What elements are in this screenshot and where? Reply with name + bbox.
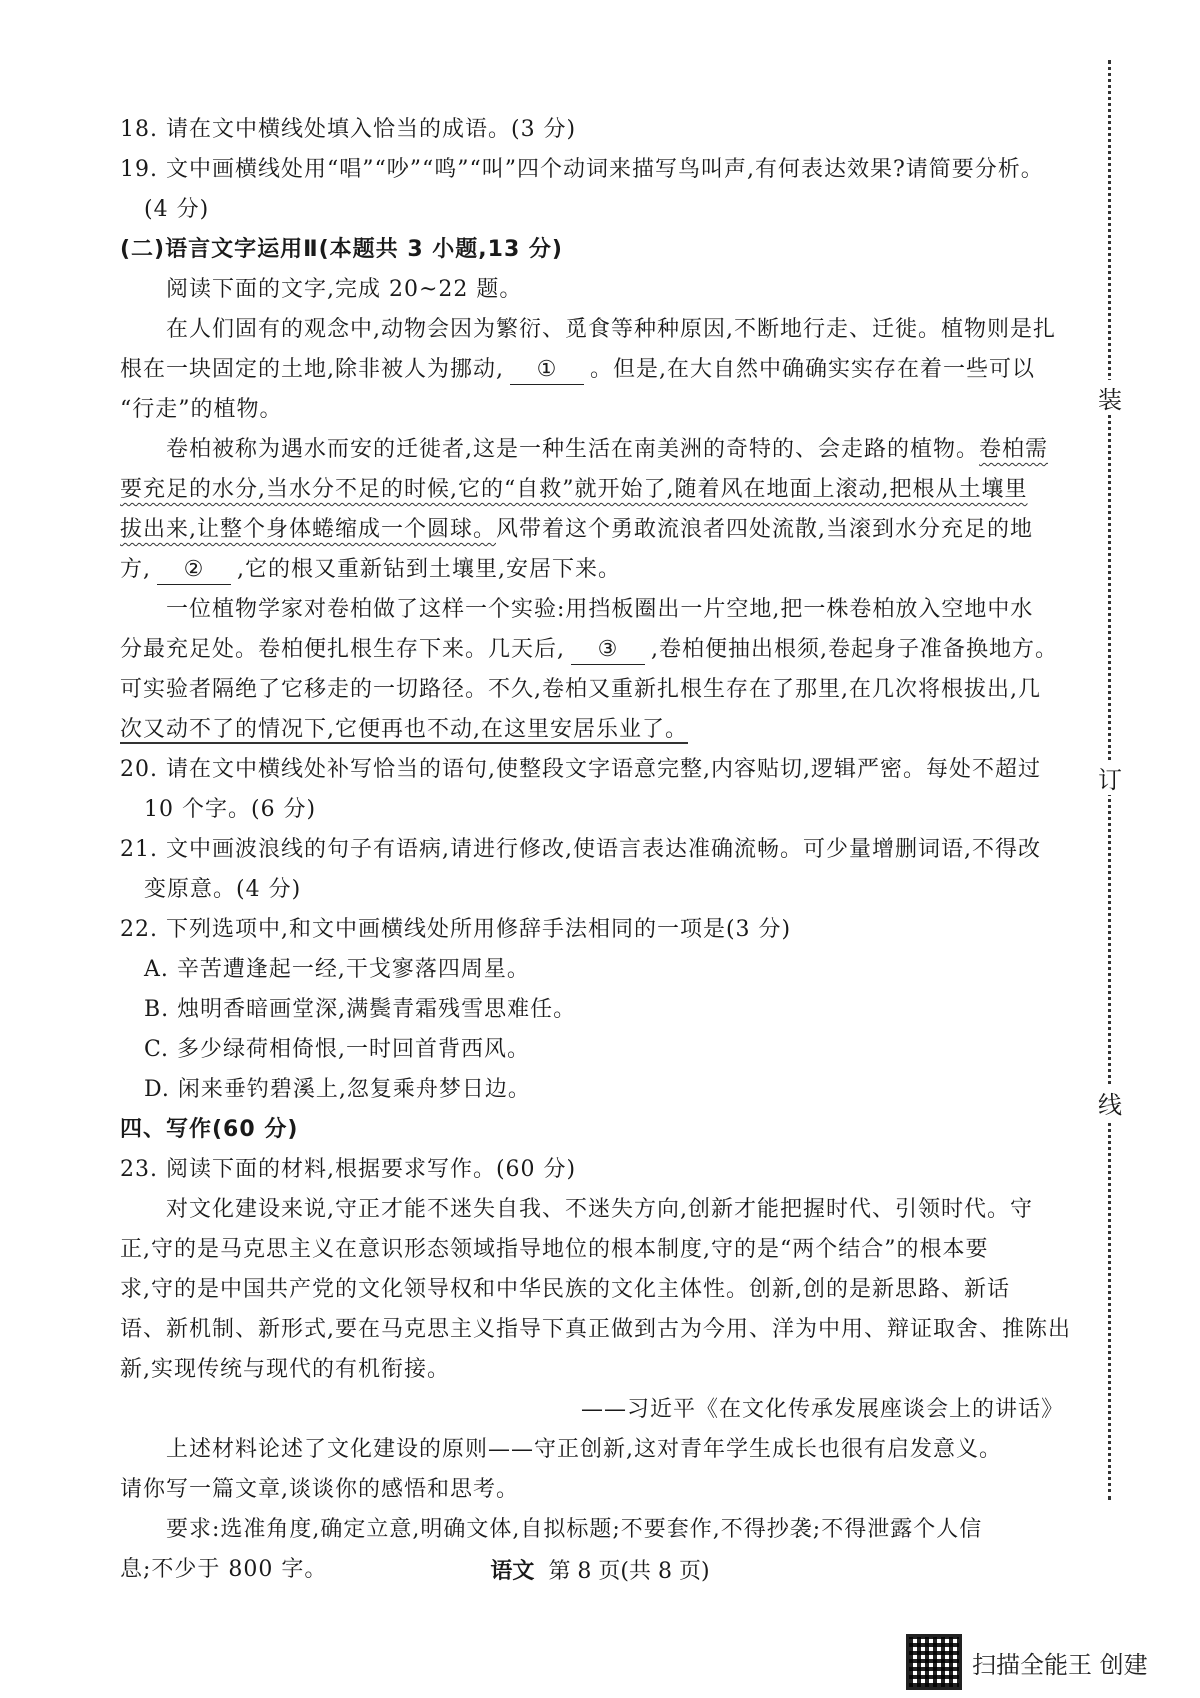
scanner-watermark — [906, 1634, 1148, 1690]
qr-code-icon — [906, 1634, 962, 1690]
option-c: C. 多少绿荷相倚恨,一时回首背西风。 — [144, 1037, 531, 1062]
question-20-line1: 20. 请在文中横线处补写恰当的语句,使整段文字语意完整,内容贴切,逻辑严密。每处不超过 — [120, 757, 1041, 782]
binding-label-xian: 线 — [1092, 1085, 1128, 1120]
question-20-line2: 10 个字。(6 分) — [144, 797, 317, 822]
passage-text: ,它的根又重新钻到土壤里,安居下来。 — [237, 557, 621, 582]
passage-p2-line4 — [120, 550, 1080, 590]
wavy-underlined-text: 拔出来,让整个身体蜷缩成一个圆球。 — [120, 517, 496, 542]
passage-p3-line2 — [120, 630, 1080, 670]
option-d: D. 闲来垂钓碧溪上,忽复乘舟梦日边。 — [144, 1077, 531, 1102]
passage-p3-line4 — [120, 710, 1080, 750]
binding-label-zhuang: 装 — [1092, 380, 1128, 415]
wavy-underlined-text: 卷柏需 — [979, 437, 1049, 462]
material-source: ——习近平《在文化传承发展座谈会上的讲话》 — [580, 1397, 1064, 1422]
option-b: B. 烛明香暗画堂深,满鬓青霜残雪思难任。 — [144, 997, 577, 1022]
blank-3: ③ — [571, 636, 645, 665]
question-21-line1: 21. 文中画波浪线的句子有语病,请进行修改,使语言表达准确流畅。可少量增删词语,不得改 — [120, 837, 1041, 862]
option-a: A. 辛苦遭逢起一经,干戈寥落四周星。 — [144, 957, 530, 982]
exam-content — [120, 110, 1080, 1590]
passage-text: 方, — [120, 557, 151, 582]
reading-instruction: 阅读下面的文字,完成 20~22 题。 — [166, 277, 523, 302]
material-line5: 新,实现传统与现代的有机衔接。 — [120, 1357, 450, 1382]
material-line3: 求,守的是中国共产党的文化领导权和中华民族的文化主体性。创新,创的是新思路、新话 — [120, 1277, 1010, 1302]
passage-text: 分最充足处。卷柏便扎根生存下来。几天后, — [120, 637, 565, 662]
question-18: 18. 请在文中横线处填入恰当的成语。(3 分) — [120, 117, 577, 142]
passage-p2-line3 — [120, 510, 1080, 550]
passage-text: 。但是,在大自然中确确实实存在着一些可以 — [590, 357, 1035, 382]
blank-1: ① — [510, 356, 584, 385]
wavy-underlined-text: 要充足的水分,当水分不足的时候,它的“自救”就开始了,随着风在地面上滚动,把根从土壤里 — [120, 477, 1028, 502]
passage-text: ,卷柏便抽出根须,卷起身子准备换地方。 — [651, 637, 1058, 662]
material-line4: 语、新机制、新形式,要在马克思主义指导下真正做到古为今用、洋为中用、辩证取舍、推陈出 — [120, 1317, 1071, 1342]
footer-page-number: 第 8 页(共 8 页) — [548, 1559, 710, 1584]
passage-p1-line2 — [120, 350, 1080, 390]
footer-subject: 语文 — [490, 1558, 535, 1584]
passage-text: 卷柏被称为遇水而安的迁徙者,这是一种生活在南美洲的奇特的、会走路的植物。 — [166, 437, 979, 462]
requirement-line1: 要求:选准角度,确定立意,明确文体,自拟标题;不要套作,不得抄袭;不得泄露个人信 — [166, 1517, 983, 1542]
underlined-text: 次又动不了的情况下,它便再也不动,在这里安居乐业了。 — [120, 717, 688, 742]
binding-label-ding: 订 — [1092, 760, 1128, 795]
material-line2: 正,守的是马克思主义在意识形态领域指导地位的根本制度,守的是“两个结合”的根本要 — [120, 1237, 989, 1262]
page-footer — [0, 1554, 1200, 1585]
material-line1: 对文化建设来说,守正才能不迷失自我、不迷失方向,创新才能把握时代、引领时代。守 — [166, 1197, 1033, 1222]
question-23-stem: 23. 阅读下面的材料,根据要求写作。(60 分) — [120, 1157, 577, 1182]
task-line2: 请你写一篇文章,谈谈你的感悟和思考。 — [120, 1477, 519, 1502]
task-line1: 上述材料论述了文化建设的原则——守正创新,这对青年学生成长也很有启发意义。 — [166, 1437, 1002, 1462]
requirement-line2: 息;不少于 800 字。 — [120, 1557, 328, 1582]
passage-p3-line1: 一位植物学家对卷柏做了这样一个实验:用挡板圈出一片空地,把一株卷柏放入空地中水 — [166, 597, 1034, 622]
section-4-heading: 四、写作(60 分) — [120, 1117, 299, 1142]
watermark-text: 扫描全能王 创建 — [972, 1650, 1148, 1679]
passage-p3-line3: 可实验者隔绝了它移走的一切路径。不久,卷柏又重新扎根生存在了那里,在几次将根拔出,几 — [120, 677, 1041, 702]
passage-text: 风带着这个勇敢流浪者四处流散,当滚到水分充足的地 — [496, 517, 1033, 542]
passage-p2-line2 — [120, 470, 1080, 510]
question-19-line1: 19. 文中画横线处用“唱”“吵”“鸣”“叫”四个动词来描写鸟叫声,有何表达效果?请简要分析。 — [120, 157, 1044, 182]
passage-p1-line3: “行走”的植物。 — [120, 397, 283, 422]
section-2-heading: (二)语言文字运用Ⅱ(本题共 3 小题,13 分) — [120, 237, 563, 262]
passage-p2-line1 — [120, 430, 1080, 470]
question-22-stem: 22. 下列选项中,和文中画横线处所用修辞手法相同的一项是(3 分) — [120, 917, 792, 942]
blank-2: ② — [157, 556, 231, 585]
passage-p1-line1: 在人们固有的观念中,动物会因为繁衍、觅食等种种原因,不断地行走、迁徙。植物则是扎 — [166, 317, 1056, 342]
question-19-line2: (4 分) — [144, 197, 210, 222]
question-21-line2: 变原意。(4 分) — [144, 877, 302, 902]
passage-text: 根在一块固定的土地,除非被人为挪动, — [120, 357, 504, 382]
